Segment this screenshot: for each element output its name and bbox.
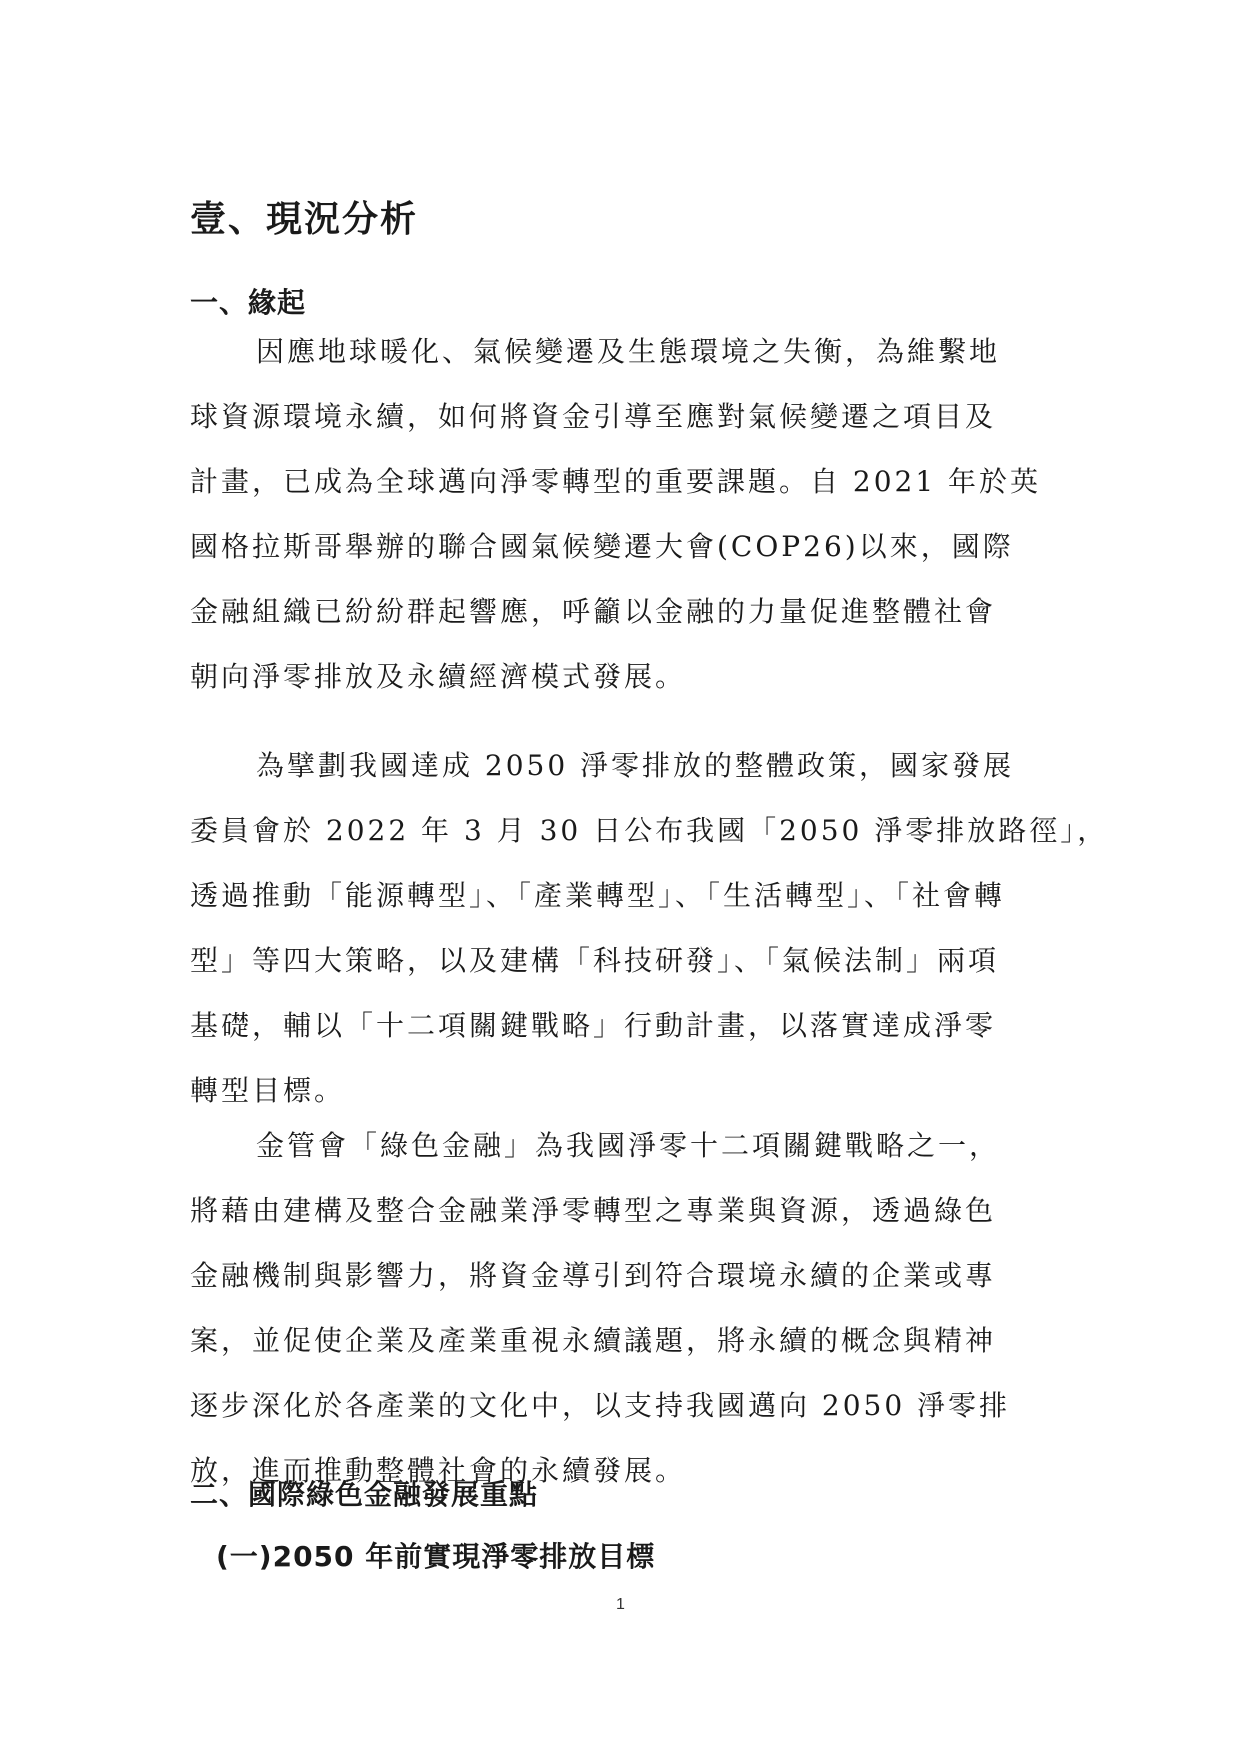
paragraph-line: 型」等四大策略，以及建構「科技研發」、「氣候法制」兩項	[190, 944, 1000, 977]
chapter-title: 壹、現況分析	[190, 199, 419, 240]
paragraph-line: 基礎，輔以「十二項關鍵戰略」行動計畫，以落實達成淨零	[190, 1009, 997, 1042]
paragraph-line: 逐步深化於各產業的文化中，以支持我國邁向 2050 淨零排	[190, 1389, 1011, 1422]
paragraph-line: 朝向淨零排放及永續經濟模式發展。	[190, 660, 687, 693]
paragraph-line: 金融機制與影響力，將資金導引到符合環境永續的企業或專	[190, 1259, 997, 1292]
paragraph-line: 金融組織已紛紛群起響應，呼籲以金融的力量促進整體社會	[190, 595, 997, 628]
page-number: 1	[616, 1596, 625, 1613]
paragraph-2	[190, 733, 1109, 1123]
paragraph-line: 球資源環境永續，如何將資金引導至應對氣候變遷之項目及	[190, 400, 997, 433]
section-heading-international: 二、國際綠色金融發展重點	[190, 1478, 539, 1511]
paragraph-line: 透過推動「能源轉型」、「產業轉型」、「生活轉型」、「社會轉	[190, 879, 1006, 912]
paragraph-line: 委員會於 2022 年 3 月 30 日公布我國「2050 淨零排放路徑」，	[190, 814, 1109, 847]
paragraph-line: 將藉由建構及整合金融業淨零轉型之專業與資源，透過綠色	[190, 1194, 997, 1227]
paragraph-3	[190, 1113, 1052, 1503]
paragraph-line: 轉型目標。	[190, 1074, 346, 1107]
paragraph-line: 案，並促使企業及產業重視永續議題，將永續的概念與精神	[190, 1324, 997, 1357]
section-heading-origin: 一、緣起	[190, 286, 307, 319]
paragraph-line: 國格拉斯哥舉辦的聯合國氣候變遷大會(COP26)以來，國際	[190, 530, 1014, 563]
subsection-heading: (一)2050 年前實現淨零排放目標	[216, 1540, 656, 1573]
paragraph-1	[190, 319, 1052, 709]
paragraph-line: 金管會「綠色金融」為我國淨零十二項關鍵戰略之一，	[256, 1129, 1001, 1162]
paragraph-line: 因應地球暖化、氣候變遷及生態環境之失衡，為維繫地	[256, 335, 1001, 368]
paragraph-line: 放，進而推動整體社會的永續發展。	[190, 1454, 687, 1487]
paragraph-line: 為擘劃我國達成 2050 淨零排放的整體政策，國家發展	[256, 749, 1015, 782]
paragraph-line: 計畫，已成為全球邁向淨零轉型的重要課題。自 2021 年於英	[190, 465, 1042, 498]
